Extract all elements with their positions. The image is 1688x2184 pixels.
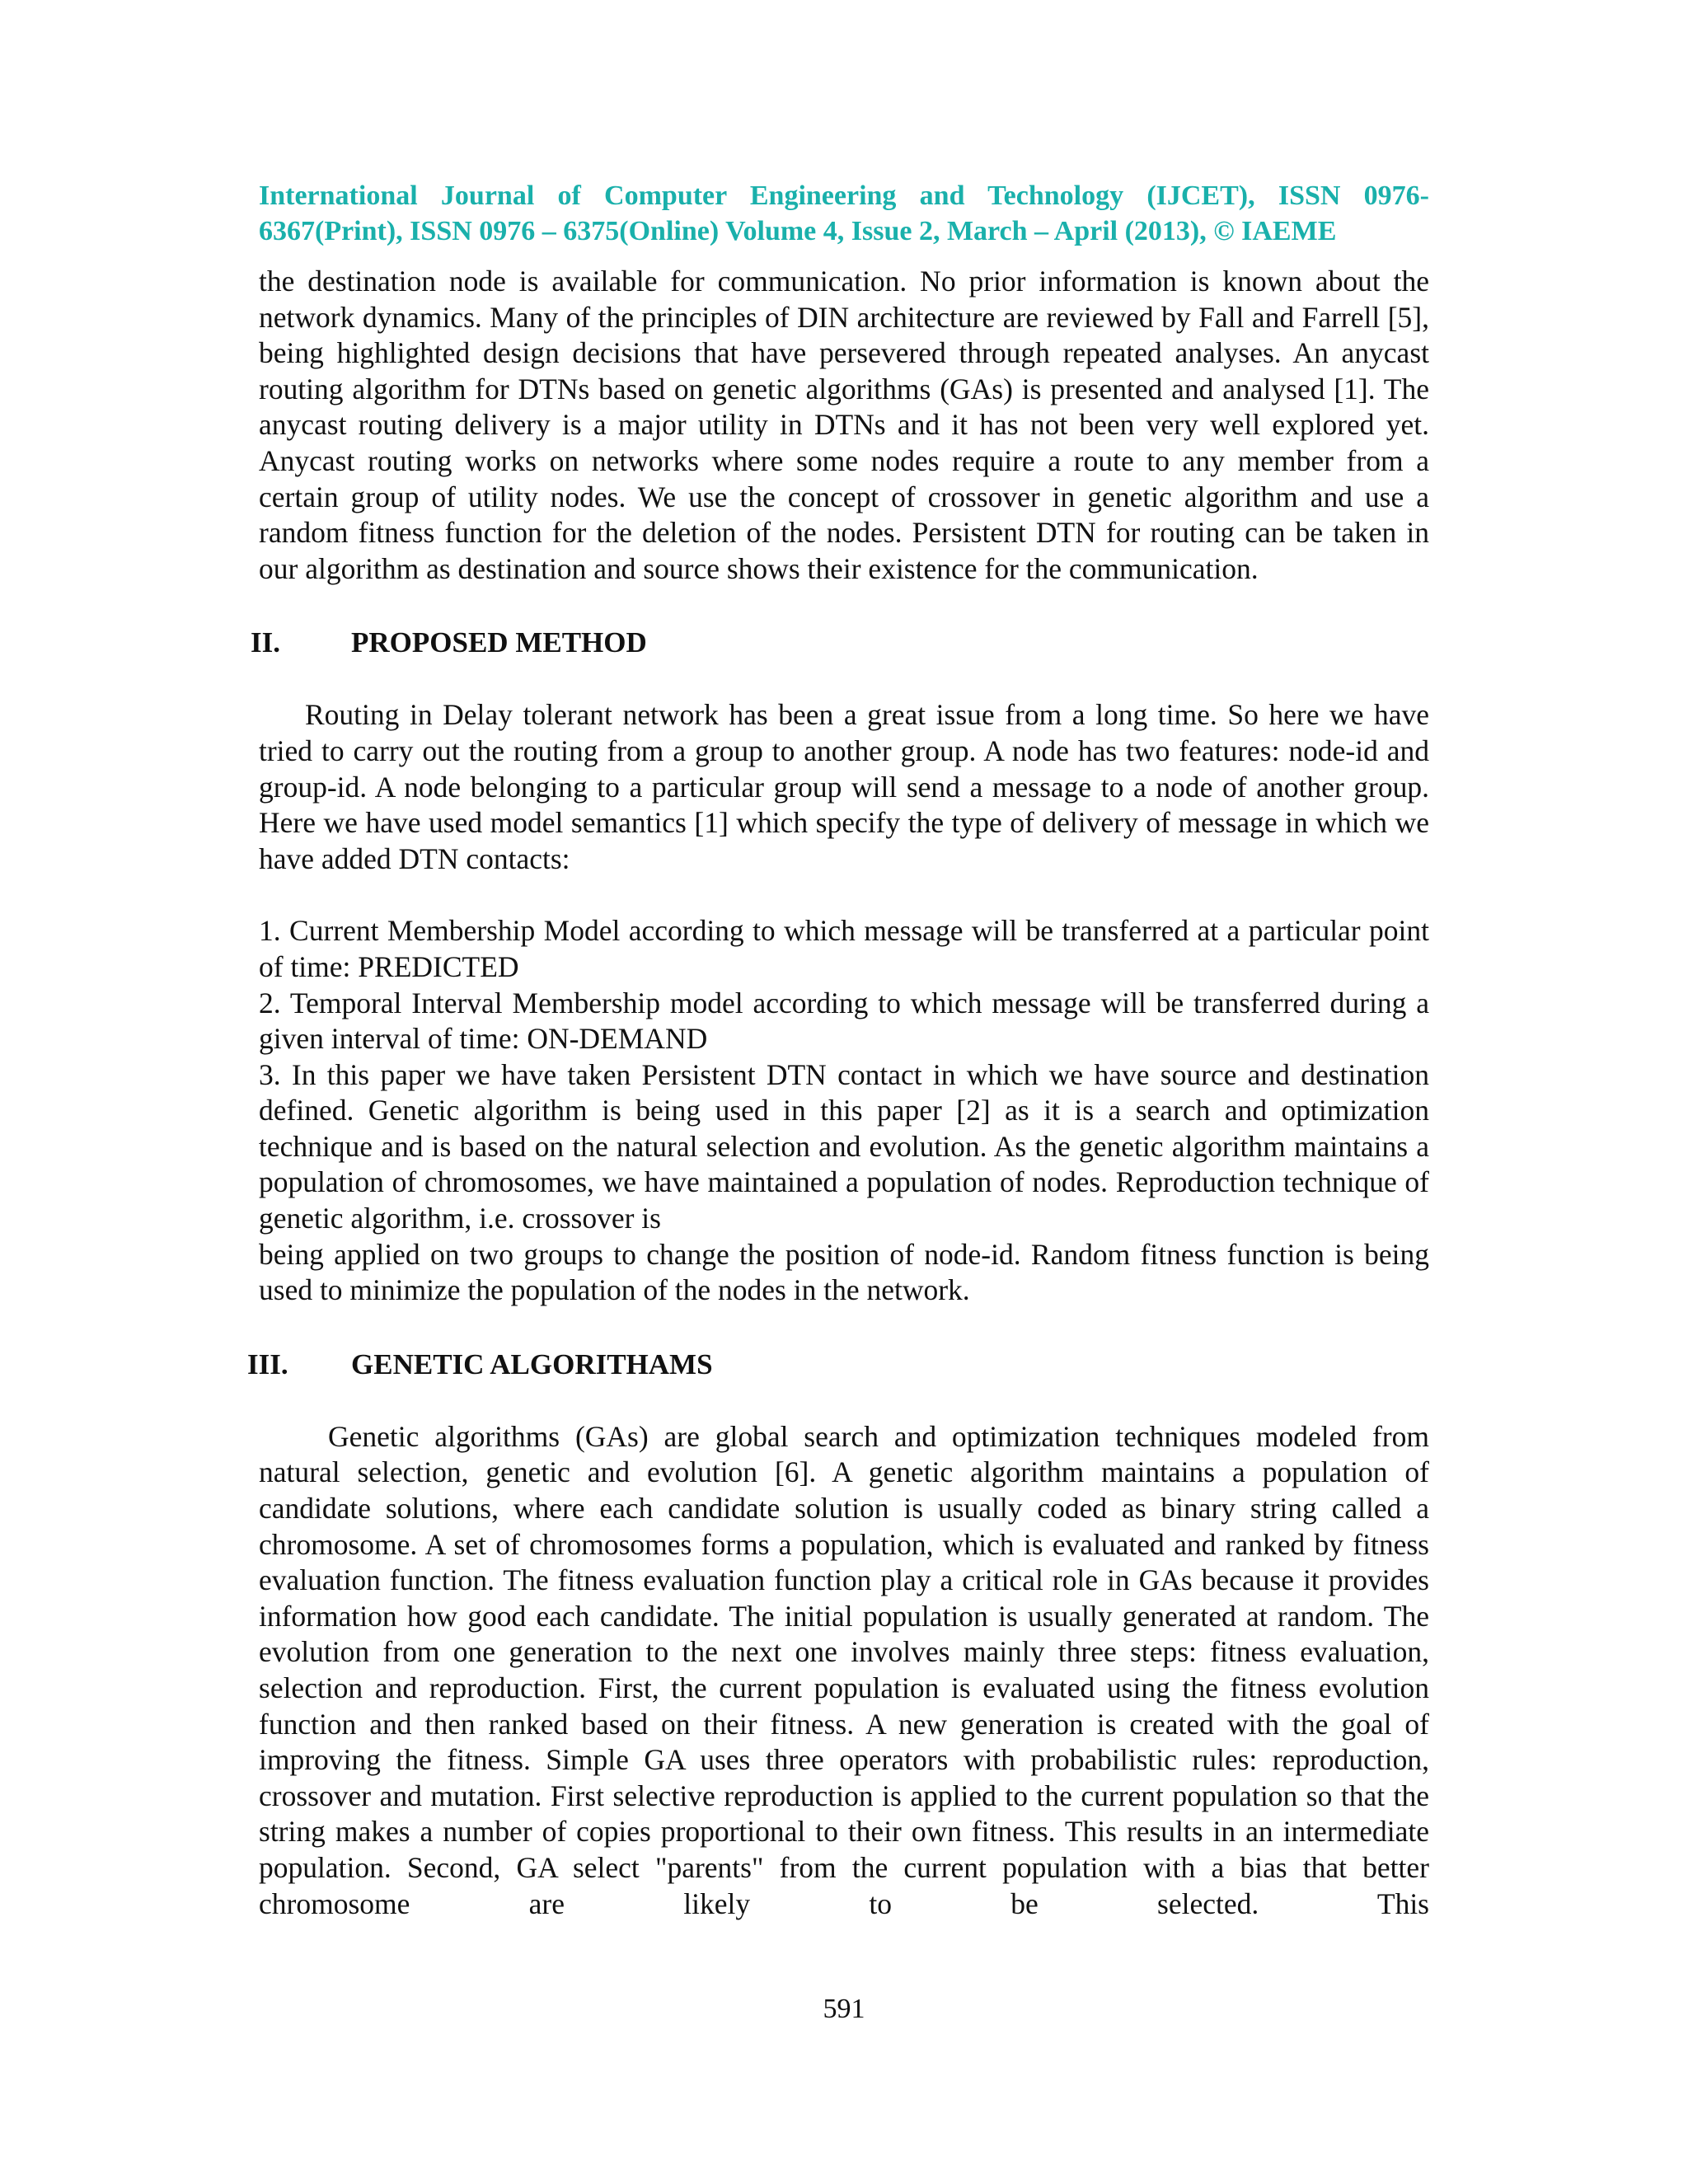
section-heading-proposed-method bbox=[251, 625, 1429, 661]
journal-header bbox=[259, 178, 1429, 249]
list-item: 2. Temporal Interval Membership model according to which message will be transferred during a given interval of time: ON-DEMAND bbox=[259, 986, 1429, 1056]
list-continuation-paragraph: being applied on two groups to change the position of node-id. Random fitness function is being used to minimize the population of the nodes in the network. bbox=[259, 1237, 1429, 1307]
section-number: III. bbox=[247, 1347, 288, 1380]
proposed-method-paragraph: Routing in Delay tolerant network has been a great issue from a long time. So here we have tried to carry out the routing from a group to another group. A node has two features: node-id and group-id. A node belonging to a particular group will send a message to a node of another group. Here we have used model semantics [1] which specify the type of delivery of message in which we have added DTN contacts: bbox=[259, 698, 1429, 875]
list-item: 3. In this paper we have taken Persistent DTN contact in which we have source and destination defined. Genetic algorithm is being used in this paper [2] as it is a search and optimization technique and is based on the natural selection and evolution. As the genetic algorithm maintains a population of chromosomes, we have maintained a population of nodes. Reproduction technique of genetic algorithm, i.e. crossover is bbox=[259, 1057, 1429, 1235]
section-heading-genetic-algorithms bbox=[247, 1347, 1429, 1383]
genetic-algorithms-paragraph: Genetic algorithms (GAs) are global search and optimization techniques modeled from natural selection, genetic and evolution [6]. A genetic algorithm maintains a population of candidate solutions, where each candidate solution is usually coded as binary string called a chromosome. A set of chromosomes forms a population, which is evaluated and ranked by fitness evaluation function. The fitness evaluation function play a critical role in GAs because it provides information how good each candidate. The initial population is usually generated at random. The evolution from one generation to the next one involves mainly three steps: fitness evaluation, selection and reproduction. First, the current population is evaluated using the fitness evolution function and then ranked based on their fitness. A new generation is created with the goal of improving the fitness. Simple GA uses three operators with probabilistic rules: reproduction, crossover and mutation. First selective reproduction is applied to the current population so that the string makes a number of copies proportional to their own fitness. This results in an intermediate population. Second, GA select "parents" from the current population with a bias that better chromosome are likely to be selected. This bbox=[259, 1419, 1429, 1920]
intro-paragraph: the destination node is available for communication. No prior information is known about the network dynamics. Many of the principles of DIN architecture are reviewed by Fall and Farrell [5], being highlighted design decisions that have persevered through repeated analyses. An anycast routing algorithm for DTNs based on genetic algorithms (GAs) is presented and analysed [1]. The anycast routing delivery is a major utility in DTNs and it has not been very well explored yet. Anycast routing works on networks where some nodes require a route to any member from a certain group of utility nodes. We use the concept of crossover in genetic algorithm and use a random fitness function for the deletion of the nodes. Persistent DTN for routing can be taken in our algorithm as destination and source shows their existence for the communication. bbox=[259, 265, 1429, 585]
page-body bbox=[247, 178, 1429, 1922]
page-number: 591 bbox=[823, 1994, 865, 2024]
journal-header-line-1: International Journal of Computer Engineering and Technology (IJCET), ISSN 0976- bbox=[259, 180, 1429, 211]
journal-header-line-2: 6367(Print), ISSN 0976 – 6375(Online) Volume 4, Issue 2, March – April (2013), © IAEME bbox=[259, 216, 1337, 246]
section-title: GENETIC ALGORITHAMS bbox=[351, 1347, 713, 1380]
list-item: 1. Current Membership Model according to which message will be transferred at a particular point of time: PREDICTED bbox=[259, 914, 1429, 983]
section-title: PROPOSED METHOD bbox=[351, 626, 647, 659]
section-number: II. bbox=[251, 626, 280, 659]
